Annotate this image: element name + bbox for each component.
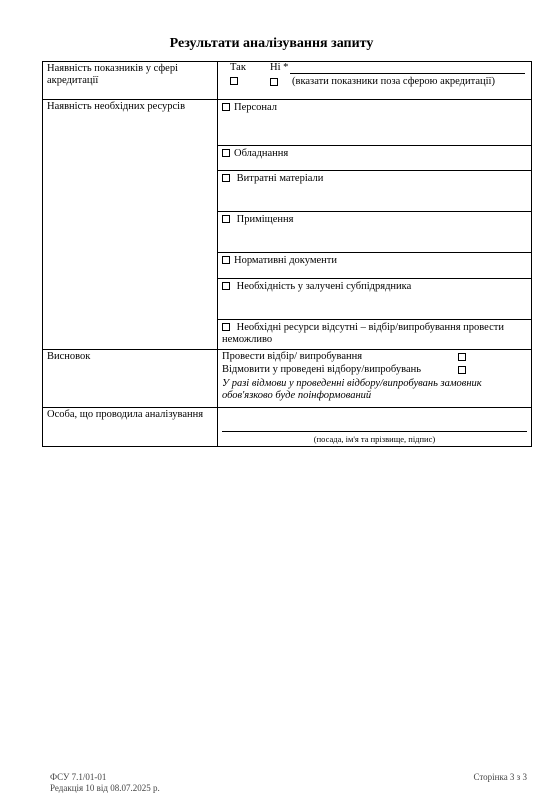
resource-label: Нормативні документи (234, 255, 338, 266)
person-row (43, 408, 532, 447)
resource-item (218, 212, 531, 253)
request-analysis-table (42, 61, 532, 447)
person-label: Особа, що проводила аналізування (43, 408, 218, 447)
indicators-underline (290, 73, 525, 74)
resource-label: Витратні матеріали (236, 173, 324, 184)
no-resources-checkbox[interactable] (222, 323, 230, 331)
document-footer (50, 772, 160, 794)
conclusion-label: Висновок (43, 350, 218, 408)
conduct-option-label: Провести відбір/ випробування (222, 351, 363, 362)
indicators-cell (218, 62, 532, 100)
resource-label: Приміщення (236, 214, 294, 225)
document-revision: Редакція 10 від 08.07.2025 р. (50, 783, 160, 793)
resource-label: Персонал (234, 102, 278, 113)
yes-label: Так (230, 62, 246, 73)
document-code: ФСУ 7.1/01-01 (50, 772, 107, 782)
consumables-checkbox[interactable] (222, 174, 230, 182)
conclusion-cell (218, 350, 532, 408)
indicators-note: (вказати показники поза сферою акредитації) (292, 76, 495, 87)
resources-label: Наявність необхідних ресурсів (43, 100, 218, 350)
refusal-note: У разі відмови у проведенні відбору/випробувань замовник обов'язково буде поінформований (222, 378, 482, 401)
no-checkbox[interactable] (270, 78, 278, 86)
normative-docs-checkbox[interactable] (222, 256, 230, 264)
resource-label: Необхідні ресурси відсутні – відбір/випробування провести неможливо (222, 322, 504, 345)
yes-checkbox[interactable] (230, 77, 238, 85)
signature-line[interactable] (222, 431, 527, 432)
resource-item (218, 253, 531, 279)
resource-label: Необхідність у залучені субпідрядника (236, 281, 412, 292)
resource-label: Обладнання (234, 148, 289, 159)
resource-item (218, 171, 531, 212)
premises-checkbox[interactable] (222, 215, 230, 223)
subcontractor-checkbox[interactable] (222, 282, 230, 290)
resource-item (218, 100, 531, 146)
conclusion-row (43, 350, 532, 408)
resource-item (218, 146, 531, 171)
resources-cell (218, 100, 532, 350)
indicators-label: Наявність показників у сфері акредитації (43, 62, 218, 100)
conduct-checkbox[interactable] (458, 353, 466, 361)
refuse-option-label: Відмовити у проведені відбору/випробувань (222, 364, 422, 375)
person-cell (218, 408, 532, 447)
indicators-row (43, 62, 532, 100)
personnel-checkbox[interactable] (222, 103, 230, 111)
refuse-checkbox[interactable] (458, 366, 466, 374)
resource-item (218, 320, 531, 349)
page-number: Сторінка 3 з 3 (473, 772, 527, 782)
signature-caption: (посада, ім'я та прізвище, підпис) (313, 434, 436, 444)
page-title: Результати аналізування запиту (169, 36, 374, 51)
no-label: Ні * (270, 62, 289, 73)
resources-row (43, 100, 532, 350)
resource-item (218, 279, 531, 320)
equipment-checkbox[interactable] (222, 149, 230, 157)
